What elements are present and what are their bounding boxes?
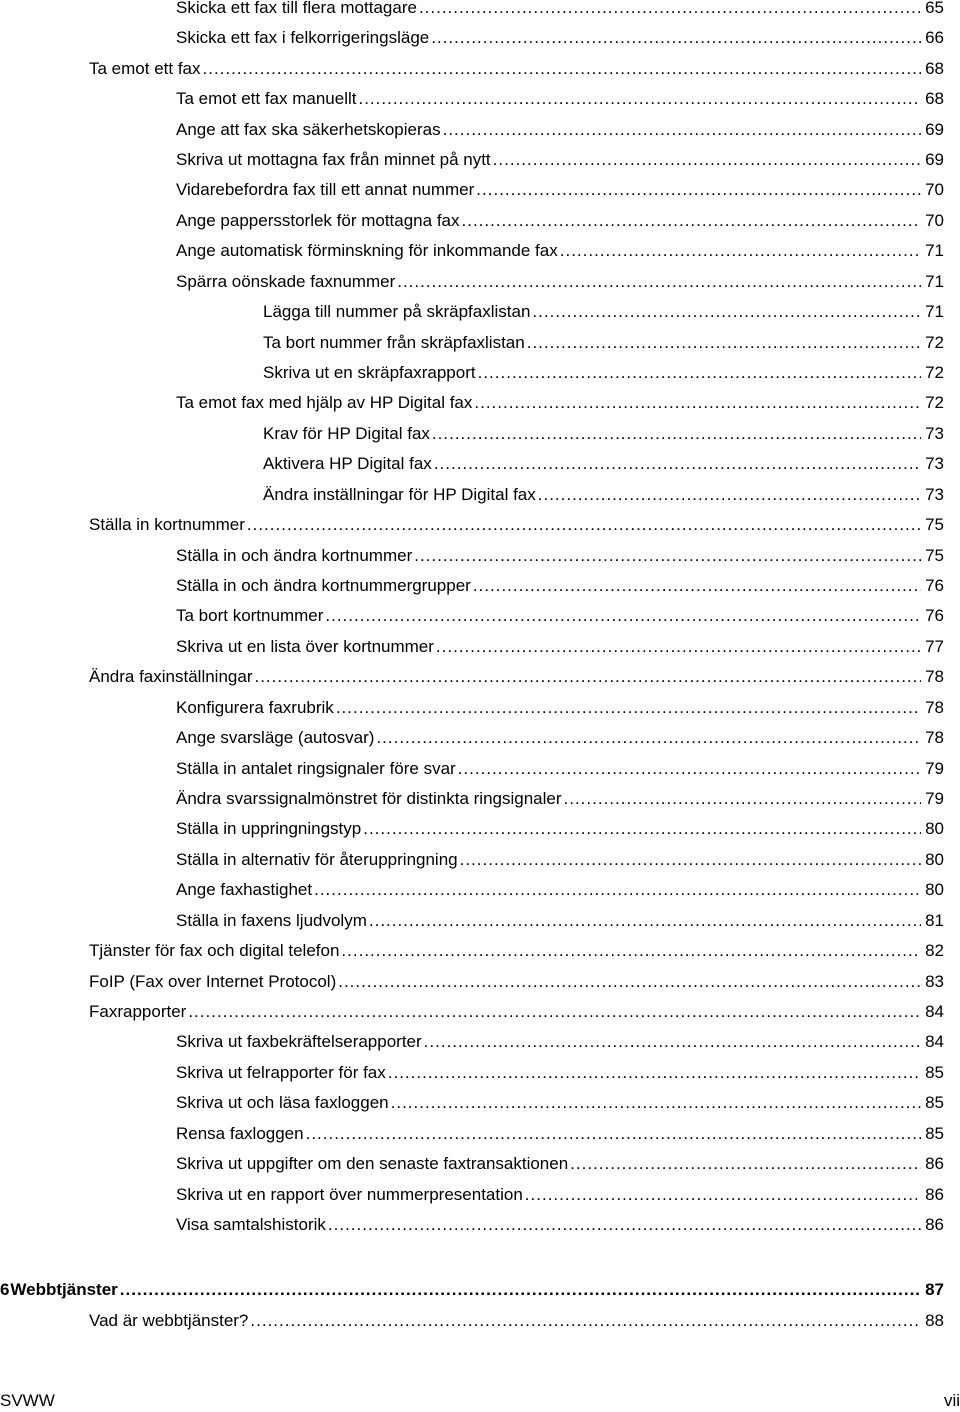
toc-entry-page: 85 <box>925 1093 944 1112</box>
toc-entry-title: Skicka ett fax i felkorrigeringsläge <box>176 28 430 47</box>
dot-leader <box>120 1278 921 1302</box>
toc-entry-title: Ställa in antalet ringsignaler före svar <box>176 759 456 778</box>
toc-entry-page: 69 <box>925 150 944 169</box>
dot-leader <box>436 635 921 659</box>
toc-entry-title: Ange att fax ska säkerhetskopieras <box>176 120 441 139</box>
toc-entry[interactable] <box>176 1030 944 1054</box>
toc-entry[interactable] <box>176 178 944 202</box>
toc-entry-title: Ange pappersstorlek för mottagna fax <box>176 211 460 230</box>
toc-entry[interactable] <box>176 118 944 142</box>
toc-entry-title: Konfigurera faxrubrik <box>176 698 334 717</box>
dot-leader <box>254 665 921 689</box>
toc-entry-page: 70 <box>925 211 944 230</box>
dot-leader <box>570 1152 921 1176</box>
dot-leader <box>419 0 921 20</box>
toc-entry-page: 86 <box>925 1215 944 1234</box>
toc-entry[interactable] <box>176 1183 944 1207</box>
toc-entry-page: 76 <box>925 576 944 595</box>
toc-entry-title: Krav för HP Digital fax <box>263 424 430 443</box>
toc-entry[interactable] <box>263 483 944 507</box>
dot-leader <box>525 1183 921 1207</box>
toc-entry-page: 84 <box>925 1002 944 1021</box>
toc-entry-page: 73 <box>925 454 944 473</box>
dot-leader <box>341 939 921 963</box>
toc-entry-page: 72 <box>925 333 944 352</box>
toc-entry[interactable] <box>176 726 944 750</box>
toc-entry-title: Ta bort kortnummer <box>176 606 324 625</box>
dot-leader <box>188 1000 921 1024</box>
toc-entry-title: Ställa in alternativ för återuppringning <box>176 850 458 869</box>
toc-entry-title: Ställa in faxens ljudvolym <box>176 911 367 930</box>
toc-entry[interactable] <box>176 635 944 659</box>
toc-entry[interactable] <box>176 878 944 902</box>
dot-leader <box>247 513 921 537</box>
dot-leader <box>414 544 921 568</box>
toc-entry[interactable] <box>176 848 944 872</box>
toc-entry[interactable] <box>89 1000 944 1024</box>
dot-leader <box>376 726 921 750</box>
toc-entry-page: 83 <box>925 972 944 991</box>
toc-entry-page: 80 <box>925 850 944 869</box>
dot-leader <box>306 1122 921 1146</box>
toc-entry-page: 85 <box>925 1124 944 1143</box>
dot-leader <box>532 300 921 324</box>
dot-leader <box>338 970 921 994</box>
toc-entry-page: 77 <box>925 637 944 656</box>
toc-entry[interactable] <box>176 604 944 628</box>
toc-entry[interactable] <box>176 696 944 720</box>
dot-leader <box>363 817 921 841</box>
footer-document-code: SVWW <box>0 1391 55 1410</box>
dot-leader <box>476 178 921 202</box>
toc-entry-page: 79 <box>925 789 944 808</box>
toc-entry[interactable] <box>89 939 944 963</box>
toc-entry-title: Lägga till nummer på skräpfaxlistan <box>263 302 531 321</box>
toc-entry-title: Visa samtalshistorik <box>176 1215 326 1234</box>
toc-entry-page: 82 <box>925 941 944 960</box>
toc-entry-title: Skriva ut faxbekräftelserapporter <box>176 1032 422 1051</box>
toc-entry-title: Ställa in och ändra kortnummergrupper <box>176 576 471 595</box>
toc-entry[interactable] <box>176 787 944 811</box>
toc-entry-title: Skriva ut och läsa faxloggen <box>176 1093 389 1112</box>
toc-entry[interactable] <box>176 1213 944 1237</box>
toc-entry[interactable] <box>176 1091 944 1115</box>
dot-leader <box>358 87 921 111</box>
toc-entry-page: 70 <box>925 180 944 199</box>
toc-entry-title: Skriva ut felrapporter för fax <box>176 1063 386 1082</box>
toc-entry[interactable] <box>263 422 944 446</box>
dot-leader <box>431 26 921 50</box>
dot-leader <box>325 604 921 628</box>
dot-leader <box>432 422 921 446</box>
toc-entry-title: Ställa in kortnummer <box>89 515 245 534</box>
toc-entry-title: Ta emot ett fax manuellt <box>176 89 357 108</box>
dot-leader <box>478 361 921 385</box>
toc-entry-page: 80 <box>925 880 944 899</box>
toc-entry[interactable] <box>89 57 944 81</box>
toc-entry[interactable] <box>263 452 944 476</box>
toc-entry[interactable] <box>89 513 944 537</box>
dot-leader <box>328 1213 921 1237</box>
footer-page-number: vii <box>943 1391 960 1410</box>
toc-entry[interactable] <box>176 239 944 263</box>
dot-leader <box>493 148 921 172</box>
toc-entry-page: 73 <box>925 485 944 504</box>
toc-entry-title: Skriva ut en lista över kortnummer <box>176 637 434 656</box>
toc-entry[interactable] <box>263 300 944 324</box>
dot-leader <box>458 757 921 781</box>
toc-entry[interactable] <box>176 544 944 568</box>
dot-leader <box>388 1061 921 1085</box>
dot-leader <box>424 1030 921 1054</box>
toc-entry[interactable] <box>263 361 944 385</box>
toc-entry-title: Skriva ut mottagna fax från minnet på nytt <box>176 150 491 169</box>
toc-entry-title: Ändra svarssignalmönstret för distinkta ringsignaler <box>176 789 562 808</box>
toc-entry-title: Tjänster för fax och digital telefon <box>89 941 340 960</box>
toc-entry-page: 80 <box>925 819 944 838</box>
toc-entry-page: 88 <box>925 1311 944 1330</box>
dot-leader <box>397 270 921 294</box>
toc-entry-title: Vad är webbtjänster? <box>89 1311 249 1330</box>
toc-entry[interactable] <box>176 87 944 111</box>
toc-entry-title: Ändra faxinställningar <box>89 667 253 686</box>
dot-leader <box>564 787 922 811</box>
toc-entry[interactable] <box>176 148 944 172</box>
toc-entry-page: 86 <box>925 1185 944 1204</box>
toc-entry-title: Ta emot ett fax <box>89 59 201 78</box>
toc-entry-title: Skriva ut uppgifter om den senaste faxtransaktionen <box>176 1154 569 1173</box>
toc-entry[interactable] <box>89 665 944 689</box>
dot-leader <box>462 209 922 233</box>
dot-leader <box>391 1091 921 1115</box>
toc-entry-page: 68 <box>925 89 944 108</box>
dot-leader <box>474 391 921 415</box>
toc-entry-page: 79 <box>925 759 944 778</box>
toc-entry-page: 78 <box>925 667 944 686</box>
chapter-number: 6 <box>0 1280 10 1299</box>
toc-entry-page: 66 <box>925 28 944 47</box>
toc-entry-page: 81 <box>925 911 944 930</box>
toc-entry[interactable] <box>176 391 944 415</box>
toc-entry[interactable] <box>176 270 944 294</box>
toc-entry-page: 71 <box>925 272 944 291</box>
toc-entry-title: Ta bort nummer från skräpfaxlistan <box>263 333 525 352</box>
toc-entry-page: 72 <box>925 363 944 382</box>
dot-leader <box>250 1309 921 1333</box>
toc-entry[interactable] <box>176 1122 944 1146</box>
dot-leader <box>314 878 921 902</box>
toc-entry-title: Vidarebefordra fax till ett annat nummer <box>176 180 475 199</box>
toc-entry-title: Ställa in och ändra kortnummer <box>176 546 413 565</box>
toc-entry-page: 69 <box>925 120 944 139</box>
dot-leader <box>527 331 921 355</box>
toc-entry-page: 71 <box>925 241 944 260</box>
dot-leader <box>369 909 921 933</box>
dot-leader <box>336 696 921 720</box>
toc-entry[interactable] <box>176 909 944 933</box>
toc-entry-page: 86 <box>925 1154 944 1173</box>
toc-entry-title: Spärra oönskade faxnummer <box>176 272 396 291</box>
toc-entry-page: 76 <box>925 606 944 625</box>
toc-entry-title: Ställa in uppringningstyp <box>176 819 362 838</box>
toc-entry[interactable] <box>176 757 944 781</box>
toc-entry-page: 78 <box>925 728 944 747</box>
toc-entry[interactable] <box>176 209 944 233</box>
dot-leader <box>443 118 921 142</box>
toc-entry-page: 65 <box>925 0 944 17</box>
toc-entry-page: 68 <box>925 59 944 78</box>
toc-entry-page: 71 <box>925 302 944 321</box>
toc-entry-page: 75 <box>925 546 944 565</box>
toc-entry-title: Ange faxhastighet <box>176 880 313 899</box>
toc-entry-title: FoIP (Fax over Internet Protocol) <box>89 972 337 991</box>
toc-chapter-entry[interactable] <box>0 1278 944 1302</box>
dot-leader <box>460 848 921 872</box>
toc-entry-title: Skriva ut en rapport över nummerpresentation <box>176 1185 523 1204</box>
toc-entry[interactable] <box>176 1152 944 1176</box>
toc-entry[interactable] <box>89 1309 944 1333</box>
toc-entry-page: 73 <box>925 424 944 443</box>
toc-entry[interactable] <box>89 970 944 994</box>
dot-leader <box>473 574 921 598</box>
toc-entry[interactable] <box>176 26 944 50</box>
toc-entry-page: 78 <box>925 698 944 717</box>
toc-entry[interactable] <box>176 1061 944 1085</box>
toc-entry[interactable] <box>263 331 944 355</box>
toc-entry-title: Faxrapporter <box>89 1002 187 1021</box>
toc-entry-page: 75 <box>925 515 944 534</box>
toc-entry-title: Rensa faxloggen <box>176 1124 304 1143</box>
toc-entry-title: Ange automatisk förminskning för inkommande fax <box>176 241 558 260</box>
dot-leader <box>203 57 922 81</box>
toc-entry-title: Skriva ut en skräpfaxrapport <box>263 363 476 382</box>
toc-entry-page: 85 <box>925 1063 944 1082</box>
toc-entry-title: Ändra inställningar för HP Digital fax <box>263 485 536 504</box>
toc-entry-page: 72 <box>925 393 944 412</box>
toc-entry-title: Ta emot fax med hjälp av HP Digital fax <box>176 393 473 412</box>
toc-entry[interactable] <box>176 817 944 841</box>
dot-leader <box>560 239 921 263</box>
dot-leader <box>538 483 921 507</box>
dot-leader <box>434 452 921 476</box>
toc-entry[interactable] <box>176 574 944 598</box>
toc-entry-title: Ange svarsläge (autosvar) <box>176 728 375 747</box>
toc-entry-title: Skicka ett fax till flera mottagare <box>176 0 417 17</box>
toc-entry[interactable] <box>176 0 944 20</box>
toc-entry-title: Webbtjänster <box>10 1280 118 1299</box>
toc-entry-page: 84 <box>925 1032 944 1051</box>
toc-entry-page: 87 <box>925 1280 944 1299</box>
toc-entry-title: Aktivera HP Digital fax <box>263 454 432 473</box>
